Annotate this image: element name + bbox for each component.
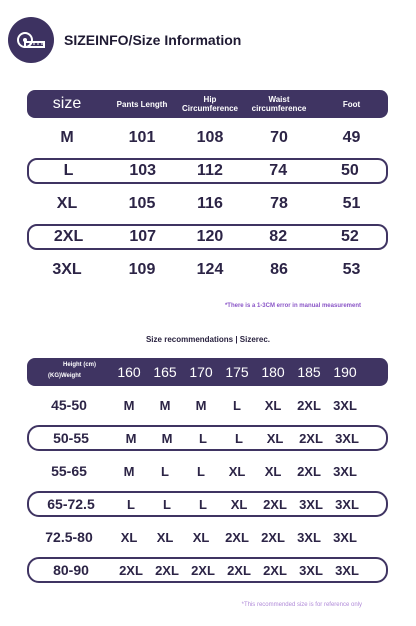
cell: 3XL bbox=[335, 430, 359, 446]
cell: 107 bbox=[129, 228, 157, 245]
cell: XL bbox=[156, 529, 174, 545]
cell: 3XL bbox=[333, 463, 357, 479]
table-row bbox=[27, 158, 388, 184]
table-row bbox=[27, 491, 388, 517]
height-165: 165 bbox=[153, 364, 177, 380]
weight-cell: 72.5-80 bbox=[45, 529, 93, 545]
table-row bbox=[27, 191, 388, 217]
cell: 3XL bbox=[333, 397, 357, 413]
cell: 112 bbox=[197, 162, 223, 179]
cell: 2XL bbox=[53, 228, 84, 245]
cell: 52 bbox=[340, 228, 359, 245]
cell: 2XL bbox=[191, 562, 215, 578]
height-label: Height (cm) bbox=[63, 362, 96, 368]
cell: 2XL bbox=[225, 529, 249, 545]
cell: 3XL bbox=[335, 496, 359, 512]
height-185: 185 bbox=[297, 364, 321, 380]
cell: L bbox=[163, 496, 171, 512]
cell: XL bbox=[120, 529, 138, 545]
cell: 120 bbox=[196, 228, 224, 245]
cell: 2XL bbox=[299, 430, 323, 446]
cell: 2XL bbox=[155, 562, 179, 578]
cell: 51 bbox=[342, 195, 361, 212]
height-180: 180 bbox=[261, 364, 285, 380]
recommendation-table bbox=[27, 358, 388, 583]
cell: 3XL bbox=[299, 562, 323, 578]
cell: M bbox=[195, 397, 207, 413]
cell: XL bbox=[264, 463, 282, 479]
cell: 2XL bbox=[297, 397, 321, 413]
measuring-tape-icon bbox=[8, 17, 54, 63]
size-table bbox=[27, 90, 388, 283]
cell: 3XL bbox=[52, 261, 82, 278]
cell: 116 bbox=[197, 195, 223, 212]
weight-cell: 45-50 bbox=[51, 397, 87, 413]
page-title: SIZEINFO/Size Information bbox=[64, 32, 242, 48]
cell: XL bbox=[266, 430, 284, 446]
cell: 3XL bbox=[335, 562, 359, 578]
cell: 3XL bbox=[299, 496, 323, 512]
cell: 49 bbox=[342, 129, 361, 146]
cell: 124 bbox=[196, 261, 224, 278]
header-waist: Waist circumference bbox=[251, 95, 307, 113]
weight-cell: 65-72.5 bbox=[47, 496, 95, 512]
table-row bbox=[27, 392, 388, 418]
cell: L bbox=[63, 162, 74, 179]
cell: L bbox=[197, 463, 205, 479]
recommendation-title: Size recommendations | Sizerec. bbox=[145, 335, 271, 344]
cell: L bbox=[235, 430, 243, 446]
cell: L bbox=[199, 496, 207, 512]
header-size: size bbox=[52, 95, 82, 112]
cell: L bbox=[199, 430, 207, 446]
cell: XL bbox=[56, 195, 78, 212]
cell: 109 bbox=[128, 261, 156, 278]
weight-cell: 55-65 bbox=[51, 463, 87, 479]
cell: 82 bbox=[269, 228, 288, 245]
height-175: 175 bbox=[225, 364, 249, 380]
cell: 2XL bbox=[119, 562, 143, 578]
header bbox=[8, 16, 241, 64]
cell: 74 bbox=[269, 162, 288, 179]
header-pants-length: Pants Length bbox=[116, 99, 168, 109]
table-row bbox=[27, 524, 388, 550]
cell: L bbox=[233, 397, 241, 413]
table-row bbox=[27, 458, 388, 484]
cell: 78 bbox=[270, 195, 288, 212]
table-row bbox=[27, 224, 388, 250]
cell: M bbox=[161, 430, 173, 446]
cell: 2XL bbox=[263, 496, 287, 512]
cell: 101 bbox=[128, 129, 156, 146]
cell: 108 bbox=[196, 129, 224, 146]
table-row bbox=[27, 425, 388, 451]
measurement-note: *There is a 1-3CM error in manual measurement bbox=[224, 303, 361, 309]
table-row bbox=[27, 257, 388, 283]
cell: XL bbox=[192, 529, 210, 545]
corner-cell bbox=[27, 358, 111, 386]
cell: L bbox=[161, 463, 169, 479]
weight-label: (KG)Weight bbox=[48, 373, 81, 379]
cell: 3XL bbox=[297, 529, 321, 545]
cell: 50 bbox=[340, 162, 359, 179]
recommendation-header bbox=[27, 358, 388, 386]
cell: 2XL bbox=[227, 562, 251, 578]
height-160: 160 bbox=[117, 364, 141, 380]
cell: 3XL bbox=[333, 529, 357, 545]
cell: M bbox=[159, 397, 171, 413]
cell: 105 bbox=[128, 195, 156, 212]
cell: XL bbox=[230, 496, 248, 512]
cell: 103 bbox=[129, 162, 157, 179]
cell: M bbox=[123, 397, 135, 413]
size-table-header bbox=[27, 90, 388, 118]
cell: M bbox=[60, 129, 74, 146]
cell: 53 bbox=[342, 261, 361, 278]
cell: XL bbox=[264, 397, 282, 413]
height-170: 170 bbox=[189, 364, 213, 380]
header-foot: Foot bbox=[342, 99, 361, 109]
cell: 2XL bbox=[297, 463, 321, 479]
table-row bbox=[27, 557, 388, 583]
cell: 70 bbox=[270, 129, 288, 146]
height-190: 190 bbox=[333, 364, 357, 380]
cell: XL bbox=[228, 463, 246, 479]
table-row bbox=[27, 125, 388, 151]
cell: M bbox=[125, 430, 137, 446]
header-hip: Hip Circumference bbox=[181, 95, 239, 113]
weight-cell: 80-90 bbox=[53, 562, 89, 578]
weight-cell: 50-55 bbox=[53, 430, 89, 446]
cell: 2XL bbox=[261, 529, 285, 545]
reference-note: *This recommended size is for reference only bbox=[241, 602, 362, 608]
cell: 86 bbox=[270, 261, 288, 278]
cell: L bbox=[127, 496, 135, 512]
cell: M bbox=[123, 463, 135, 479]
cell: 2XL bbox=[263, 562, 287, 578]
